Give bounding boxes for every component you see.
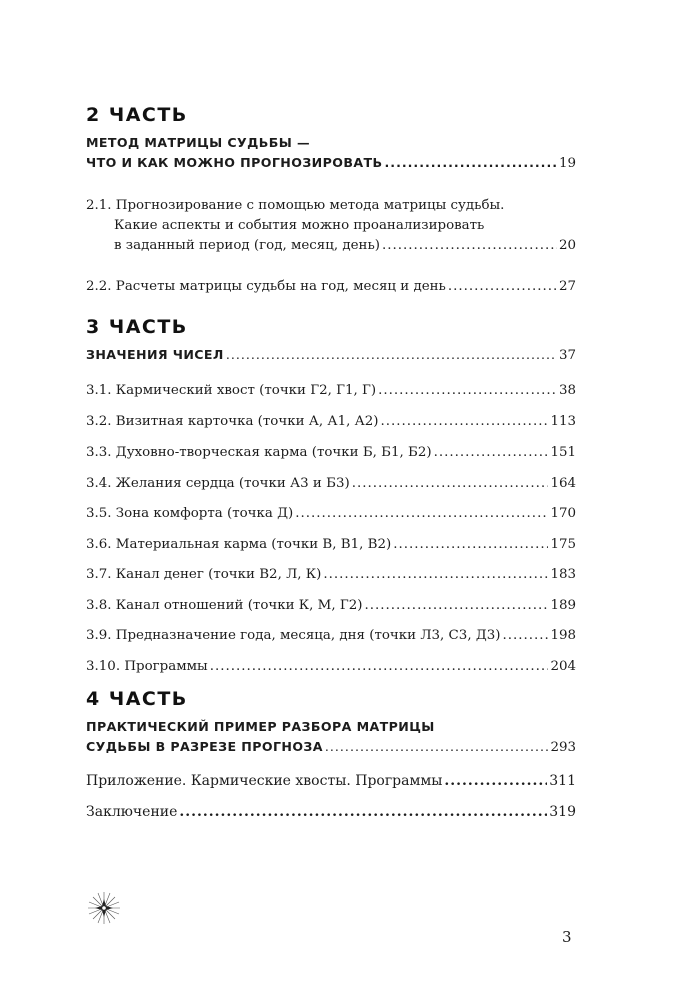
- leader-dots: [378, 381, 557, 401]
- toc-entry-appendix[interactable]: [86, 771, 576, 791]
- toc-entry-2-2[interactable]: [86, 277, 576, 297]
- toc-entry-3-10[interactable]: [86, 657, 576, 677]
- part-2-heading: 2 ЧАСТЬ: [86, 104, 188, 126]
- leader-dots: [393, 535, 548, 555]
- compass-star-icon: [86, 890, 122, 926]
- toc-entry-2-1-line-2: Какие аспекты и события можно проанализировать: [114, 218, 485, 233]
- toc-page-number: 198: [550, 628, 576, 643]
- toc-page-number: 189: [550, 598, 576, 613]
- part-4-title-line-1: ПРАКТИЧЕСКИЙ ПРИМЕР РАЗБОРА МАТРИЦЫ: [86, 719, 435, 734]
- toc-page-number: 311: [549, 773, 576, 789]
- toc-entry-text: 3.6. Материальная карма (точки В, В1, В2): [86, 537, 392, 552]
- leader-dots: [226, 345, 557, 365]
- toc-entry-3-1[interactable]: [86, 381, 576, 401]
- page-number: 3: [562, 928, 572, 946]
- toc-entry-2-1-line-1: 2.1. Прогнозирование с помощью метода матрицы судьбы.: [86, 198, 505, 213]
- toc-page-number: 20: [558, 238, 576, 253]
- toc-page-number: 170: [550, 506, 576, 521]
- toc-page-number: 175: [550, 537, 576, 552]
- toc-entry-2-1[interactable]: [86, 236, 576, 256]
- toc-entry-conclusion[interactable]: [86, 802, 576, 822]
- toc-page-number: 183: [550, 567, 576, 582]
- toc-entry-text: 3.3. Духовно-творческая карма (точки Б, Б1, Б2): [86, 445, 432, 460]
- leader-dots: [352, 474, 549, 494]
- toc-entry-text: ЗНАЧЕНИЯ ЧИСЕЛ: [86, 347, 224, 362]
- leader-dots: [325, 737, 549, 757]
- leader-dots: [210, 657, 549, 677]
- toc-entry-text: 2.2. Расчеты матрицы судьбы на год, месяц и день: [86, 279, 446, 294]
- leader-dots: [448, 277, 557, 297]
- toc-page-number: 293: [550, 740, 576, 755]
- part-3-heading: 3 ЧАСТЬ: [86, 316, 188, 338]
- toc-entry-3-8[interactable]: [86, 596, 576, 616]
- toc-entry-text: 3.9. Предназначение года, месяца, дня (точки Л3, С3, Д3): [86, 628, 501, 643]
- toc-entry-text: 3.1. Кармический хвост (точки Г2, Г1, Г): [86, 383, 377, 398]
- toc-entry-text: в заданный период (год, месяц, день): [114, 238, 380, 253]
- toc-entry-3-5[interactable]: [86, 504, 576, 524]
- toc-entry-part-4-title[interactable]: [86, 737, 576, 758]
- toc-page-number: 37: [558, 348, 576, 363]
- toc-page-number: 204: [550, 659, 576, 674]
- toc-entry-text: 3.4. Желания сердца (точки А3 и Б3): [86, 476, 350, 491]
- toc-page-number: 38: [558, 383, 576, 398]
- toc-entry-3-2[interactable]: [86, 412, 576, 432]
- toc-page-number: 27: [558, 279, 576, 294]
- toc-entry-part-2-title[interactable]: [86, 153, 576, 174]
- toc-page-number: 113: [550, 414, 576, 429]
- toc-entry-text: 3.2. Визитная карточка (точки А, А1, А2): [86, 414, 379, 429]
- toc-entry-3-7[interactable]: [86, 565, 576, 585]
- leader-dots: [385, 153, 557, 173]
- leader-dots: [502, 626, 548, 646]
- leader-dots: [323, 565, 548, 585]
- leader-dots: [444, 771, 547, 791]
- leader-dots: [295, 504, 548, 524]
- toc-entry-3-6[interactable]: [86, 535, 576, 555]
- toc-page-number: 151: [550, 445, 576, 460]
- leader-dots: [381, 412, 549, 432]
- leader-dots: [434, 443, 549, 463]
- toc-entry-3-3[interactable]: [86, 443, 576, 463]
- toc-page-number: 319: [549, 804, 576, 820]
- toc-entry-text: 3.5. Зона комфорта (точка Д): [86, 506, 294, 521]
- toc-entry-text: 3.10. Программы: [86, 659, 208, 674]
- toc-entry-text: СУДЬБЫ В РАЗРЕЗЕ ПРОГНОЗА: [86, 739, 323, 754]
- part-4-heading: 4 ЧАСТЬ: [86, 688, 188, 710]
- toc-page-number: 164: [550, 476, 576, 491]
- toc-page-number: 19: [558, 156, 576, 171]
- toc-entry-text: ЧТО И КАК МОЖНО ПРОГНОЗИРОВАТЬ: [86, 155, 383, 170]
- toc-entry-text: Приложение. Кармические хвосты. Программы: [86, 773, 443, 789]
- toc-entry-text: Заключение: [86, 804, 178, 820]
- toc-entry-3-9[interactable]: [86, 626, 576, 646]
- toc-entry-text: 3.8. Канал отношений (точки К, М, Г2): [86, 598, 363, 613]
- leader-dots: [382, 236, 557, 256]
- toc-entry-text: 3.7. Канал денег (точки В2, Л, К): [86, 567, 322, 582]
- part-2-title-line-1: МЕТОД МАТРИЦЫ СУДЬБЫ —: [86, 135, 310, 150]
- toc-entry-3-4[interactable]: [86, 474, 576, 494]
- leader-dots: [179, 802, 547, 822]
- leader-dots: [365, 596, 549, 616]
- toc-entry-part-3-title[interactable]: [86, 345, 576, 366]
